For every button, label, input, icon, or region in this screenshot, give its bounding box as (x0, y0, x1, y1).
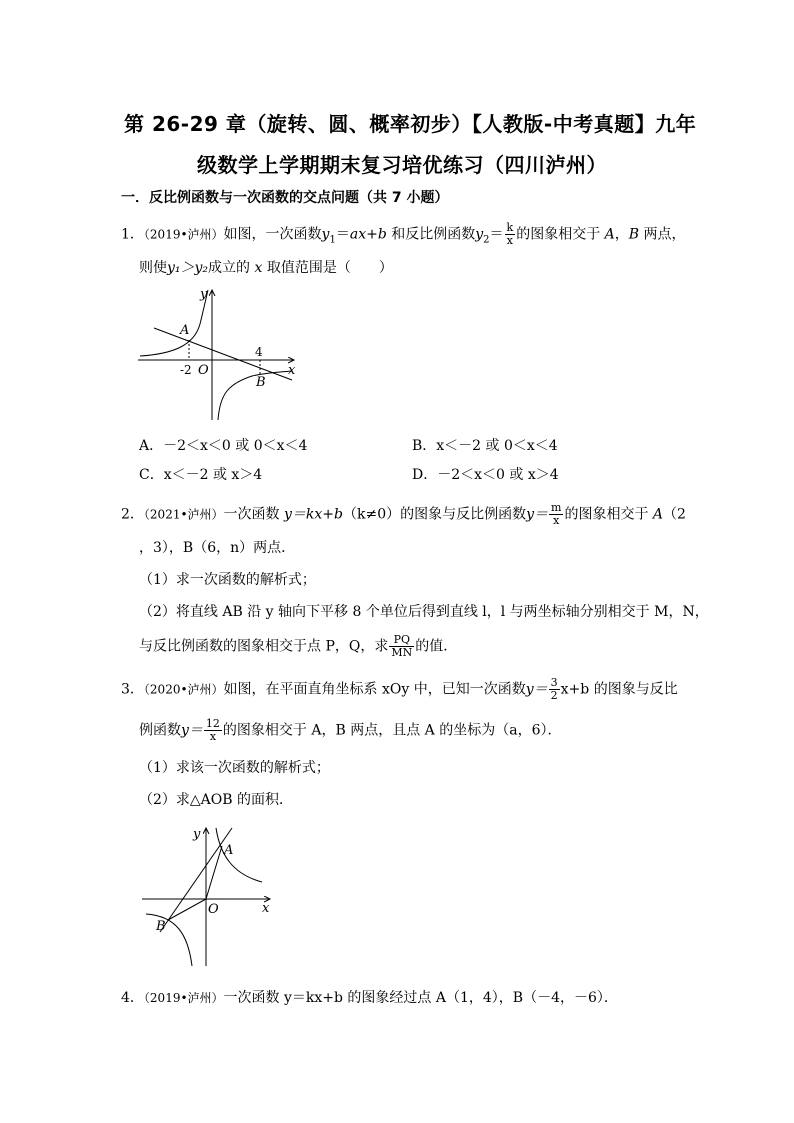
equals: ＝ (335, 226, 350, 243)
label-A: A (180, 323, 190, 338)
segment-OB (168, 899, 206, 920)
page-title-line2: 级数学上学期期末复习培优练习（四川泸州） (197, 153, 607, 177)
tick-neg2: -2 (180, 363, 192, 377)
question-2-line2: ，3），B（6，n）两点． (139, 540, 296, 556)
label-y: y (200, 287, 208, 302)
question-text: 成立的 (208, 260, 255, 276)
question-3-line1 (121, 677, 678, 702)
question-number: 4． (121, 990, 144, 1006)
question-3-part2: （2）求△AOB 的面积． (139, 792, 293, 808)
function-expression: y＝kx+b (284, 506, 343, 523)
question-text: 的图象相交于 (516, 226, 605, 243)
question-3-line2 (139, 718, 561, 743)
fraction-3-over-2 (549, 677, 560, 702)
condition: y₁＞y₂ (167, 260, 209, 276)
denominator: x (553, 514, 560, 527)
question-source: （2019•泸州） (143, 991, 224, 1005)
question-2-part1: （1）求一次函数的解析式； (139, 572, 316, 588)
fraction-m-over-x (549, 502, 563, 527)
label-B: B (156, 919, 166, 934)
option-B[interactable]: B．x＜－2 或 0＜x＜4 (412, 438, 558, 454)
fraction-PQ-over-MN (389, 634, 414, 659)
denominator: 2 (550, 689, 558, 702)
question-2-line1 (121, 502, 686, 527)
comma: ， (614, 226, 629, 243)
question-number: 1． (121, 226, 144, 243)
question-text: 的图象相交于 A，B 两点，且点 A 的坐标为（a，6）． (222, 722, 562, 739)
question-text: 如图，在平面直角坐标系 xOy 中，已知一次函数 (223, 681, 526, 698)
question-text: （2 (663, 506, 686, 523)
question-number: 2． (121, 506, 144, 523)
question-text: 一次函数 y＝kx+b 的图象经过点 A（1，4），B（－4，－6）． (223, 990, 618, 1006)
linear-function-line (160, 828, 232, 932)
hyperbola-branch-left (146, 914, 192, 966)
function-expression: y＝ (525, 681, 548, 698)
question-text: 的图象相交于 (564, 506, 653, 523)
question-number: 3． (121, 681, 144, 698)
numerator: PQ (389, 634, 414, 647)
question-source: （2019•泸州） (143, 227, 224, 242)
point-label: A (604, 226, 615, 243)
numerator: 3 (550, 676, 558, 689)
var-ax: ax (349, 226, 367, 243)
point-label: A (652, 506, 664, 523)
question-text: 的值． (415, 638, 458, 655)
question-text: 两点， (639, 226, 686, 243)
label-O: O (198, 363, 209, 378)
option-D[interactable]: D．－2＜x＜0 或 x＞4 (412, 467, 559, 483)
numerator: 12 (205, 717, 220, 730)
equals: ＝ (489, 226, 504, 243)
question-2-part2-line1: （2）将直线 AB 沿 y 轴向下平移 8 个单位后得到直线 l，l 与两坐标轴分别相交于 M，N， (139, 604, 709, 620)
label-x: x (288, 363, 296, 378)
denominator: MN (391, 646, 413, 659)
label-y: y (193, 827, 201, 842)
var-y: y (475, 226, 484, 243)
label-B: B (256, 375, 266, 390)
page-title-line1: 第 26-29 章（旋转、圆、概率初步）【人教版-中考真题】九年 (124, 112, 697, 136)
option-C[interactable]: C．x＜－2 或 x＞4 (139, 467, 263, 483)
condition: （k≠0） (342, 506, 401, 523)
question-text: 一次函数 (223, 506, 284, 523)
section-heading: 一．反比例函数与一次函数的交点问题（共 7 小题） (121, 190, 449, 206)
subscript: 1 (329, 234, 336, 246)
hyperbola-branch-left (140, 290, 208, 356)
function-expression: y＝ (526, 506, 549, 523)
question-text: 取值范围是（ ） (262, 260, 393, 276)
function-expression: y＝ (181, 722, 203, 739)
question-1-line1 (121, 222, 686, 250)
question-text: 如图，一次函数 (223, 226, 322, 243)
question-source: （2021•泸州） (143, 507, 224, 522)
label-O: O (208, 902, 219, 917)
question-3-part1: （1）求该一次函数的解析式； (139, 760, 330, 776)
plus: + (366, 226, 378, 243)
question-source: （2020•泸州） (143, 682, 224, 697)
linear-function-line (154, 328, 292, 380)
question-text: 的图象与反比例函数 (400, 506, 527, 523)
label-x: x (262, 901, 270, 916)
tick-4: 4 (255, 345, 263, 359)
numerator: m (551, 501, 562, 514)
numerator: k (506, 221, 514, 234)
var-x: x (254, 260, 263, 276)
question-text: x+b 的图象与反比 (560, 681, 678, 698)
subscript: 2 (483, 234, 490, 246)
hyperbola-branch-right (216, 828, 262, 882)
question-2-part2-line2 (139, 634, 457, 659)
fraction-k-over-x (505, 222, 516, 247)
question-3-figure (136, 824, 276, 972)
question-text: 和反比例函数 (386, 226, 476, 243)
question-text: 与反比例函数的图象相交于点 P，Q，求 (139, 638, 389, 655)
question-4-line1 (121, 988, 618, 1008)
var-y: y (321, 226, 330, 243)
var-b: b (377, 226, 387, 243)
point-label: B (628, 226, 640, 243)
question-1-figure (132, 284, 302, 426)
denominator: x (209, 730, 217, 743)
hyperbola-branch-right (218, 371, 292, 420)
question-text: 则使 (139, 260, 167, 276)
question-1-line2 (139, 258, 393, 278)
denominator: x (506, 234, 513, 247)
fraction-12-over-x (204, 718, 222, 743)
label-A: A (224, 843, 234, 858)
question-text: 例函数 (139, 722, 181, 739)
option-A[interactable]: A．－2＜x＜0 或 0＜x＜4 (139, 438, 308, 454)
